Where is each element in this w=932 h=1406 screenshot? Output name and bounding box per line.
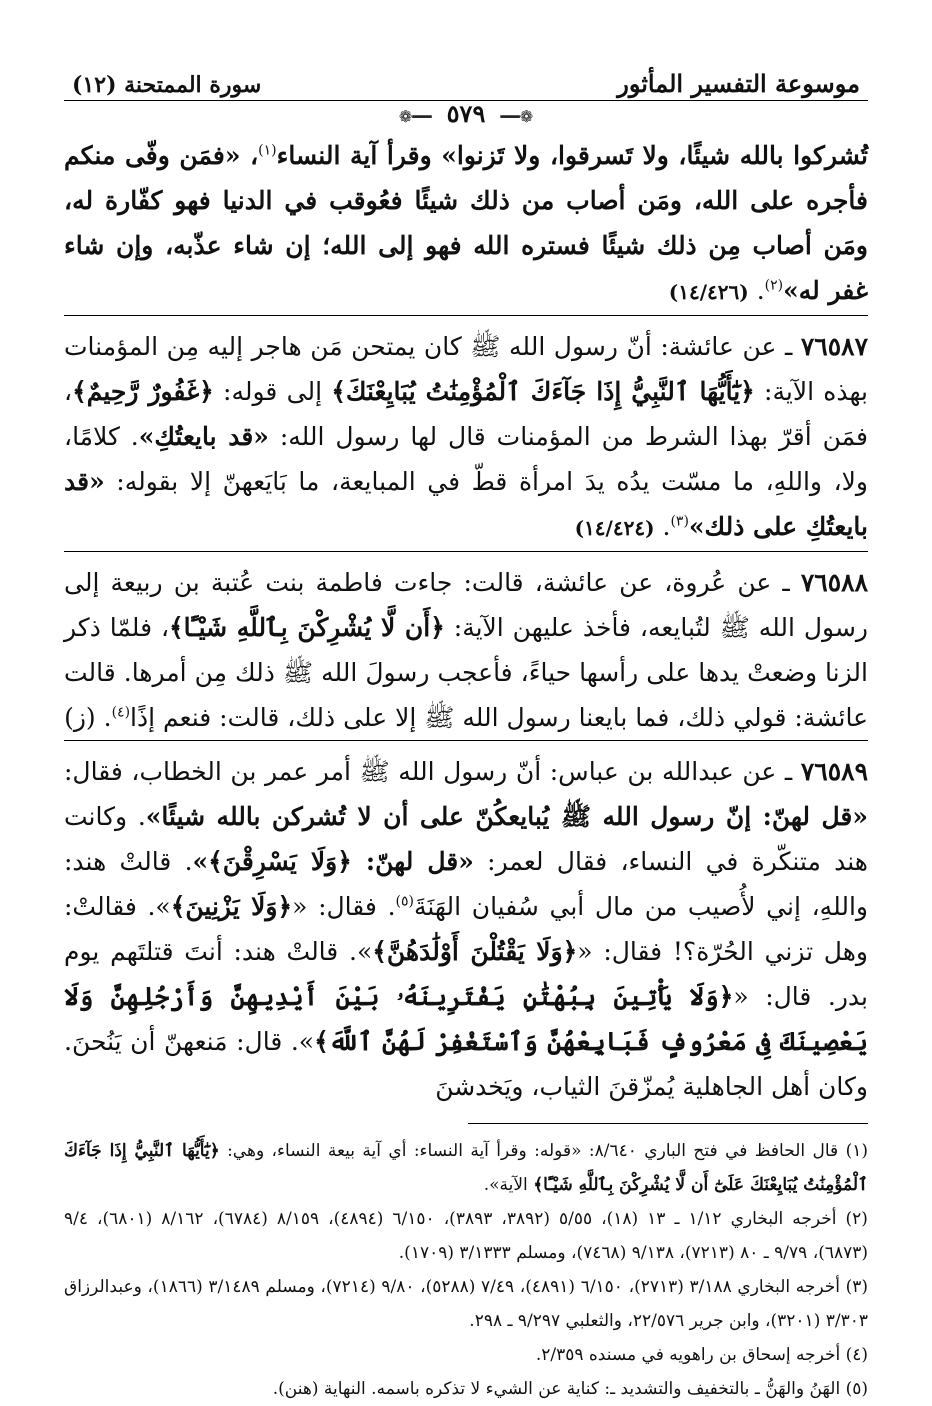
source-reference: (١٤/٤٢٦) xyxy=(668,280,749,304)
footnote-divider xyxy=(468,1123,868,1124)
quran-quote: ﴿يَٰٓأَيُّهَا ٱلنَّبِيُّ إِذَا جَآءَكَ ٱلْمُؤْمِنَٰتُ يُبَايِعْنَكَ﴾ xyxy=(331,377,755,406)
footnote-2: (٢) أخرجه البخاري ١/١٢ ـ ١٣ (١٨)، ٥/٥٥ (٣٨٩٢، ٣٨٩٣)، ٦/١٥٠ (٤٨٩٤)، ٨/١٥٩ (٦٧٨٤)، ٨/١٦٢ (٦٨٠١)، ٩/٤ (٦٨٧٣)، ٩/٧٩ ـ ٨٠ (٧٢١٣)، ٩/١٣٨ (٧٤٦٨)، ومسلم ٣/١٣٣٣ (١٧٠٩). xyxy=(64,1209,868,1263)
ornament-left: ━━❁ xyxy=(398,107,432,126)
entry-number: ٧٦٥٨٧ xyxy=(800,332,868,361)
footnote-5: (٥) الهَنُ والهَنُّ ـ بالتخفيف والتشديد ـ: كناية عن الشيء لا تذكره باسمه. النهاية (هنن). xyxy=(272,1379,868,1399)
prophetic-saying: «قد بايعتُكِ» xyxy=(138,422,269,451)
footnote-4: (٤) أخرجه إسحاق بن راهويه في مسنده ٢/٣٥٩. xyxy=(535,1345,868,1365)
footnotes xyxy=(64,1134,868,1406)
prophetic-saying: «قل لهنّ: إنّ رسول الله ﷺ يُبايعكُنّ على أن لا تُشركن بالله شيئًا» xyxy=(145,802,869,831)
footnote-3: (٣) أخرجه البخاري ٣/١٨٨ (٢٧١٣)، ٦/١٥٠ (٤٨٩١)، ٧/٤٩ (٥٢٨٨)، ٩/٨٠ (٧٢١٤)، ومسلم ٣/١٤٨٩ (١٨٦٦)، وعبدالرزاق ٣/٣٠٣ (٣٢٠١)، وابن جرير ٢٢/٥٧٦، والثعلبي ٩/٢٩٧ ـ ٢٩٨. xyxy=(64,1277,868,1331)
series-title: موسوعة التفسير المأثور xyxy=(617,69,860,98)
prophetic-saying: «قد بايعتُكِ على ذلك» xyxy=(64,467,868,541)
quran-quote: ﴿وَلَا يَزْنِينَ﴾ xyxy=(170,892,293,921)
page-number: ٥٧٩ xyxy=(446,99,486,128)
quran-quote: ﴿وَلَا يَسْرِقْنَ﴾ xyxy=(208,847,352,876)
entry-number: ٧٦٥٨٩ xyxy=(800,757,868,786)
hadith-entry-76588: ٧٦٥٨٨ ـ عن عُروة، عن عائشة، قالت: جاءت فاطمة بنت عُتبة بن ربيعة إلى رسول الله ﷺ لتُبايعه، فأخذ عليهن الآية: ﴿أَن لَّا يُشْرِكْنَ بِٱللَّهِ شَيْـًٔا﴾، فلمّا ذكر الزنا وضعتْ يدها على رأسها حياءً، فأعجب رسولَ الله ﷺ ذلك مِن أمرها. قالت عائشة: قولي ذلك، فما بايعنا رسول الله ﷺ إلا على ذلك، قالت: فنعم إذًا$^{(٤)}$. (ز) xyxy=(64,551,868,740)
quran-quote: ﴿وَلَا يَأْتِينَ بِبُهْتَٰنٍ يَفْتَرِينَهُۥ بَيْنَ أَيْدِيهِنَّ وَأَرْجُلِهِنَّ وَلَا يَعْصِينَكَ فِى مَعْرُوفٍ فَبَايِعْهُنَّ وَٱسْتَغْفِرْ لَهُنَّ ٱللَّهَ﴾ xyxy=(64,982,868,1056)
hadith-entry-76587: ٧٦٥٨٧ ـ عن عائشة: أنّ رسول الله ﷺ كان يمتحن مَن هاجر إليه مِن المؤمنات بهذه الآية: ﴿يَٰٓأَيُّهَا ٱلنَّبِيُّ إِذَا جَآءَكَ ٱلْمُؤْمِنَٰتُ يُبَايِعْنَكَ﴾ إلى قوله: ﴿غَفُورٌ رَّحِيمٌ﴾، فمَن أقرّ بهذا الشرط من المؤمنات قال لها رسول الله: «قد بايعتُكِ». كلامًا، ولا، واللهِ، ما مسّت يدُه يدَ امرأة قطّ في المبايعة، ما بَايَعهنّ إلا بقوله: «قد بايعتُكِ على ذلك»$^{(٣)}$. (١٤/٤٢٤) xyxy=(64,315,868,551)
main-text xyxy=(64,133,868,1109)
footnote-marker: (٥) xyxy=(395,893,414,910)
quran-quote: ﴿غَفُورٌ رَّحِيمٌ﴾ xyxy=(72,377,214,406)
footnote-marker: (٤) xyxy=(111,704,131,721)
footnote-marker: (١) xyxy=(258,142,277,159)
footnote-marker: (٢) xyxy=(764,277,784,294)
quran-quote: ﴿يَٰٓأَيُّهَا ٱلنَّبِيُّ إِذَا جَآءَكَ ٱلْمُؤْمِنَٰتُ يُبَايِعْنَكَ عَلَىٰٓ أَن لَّا يُشْرِكْنَ بِٱللَّهِ شَيْـًٔا﴾ xyxy=(64,1141,868,1195)
quran-quote: ﴿أَن لَّا يُشْرِكْنَ بِٱللَّهِ شَيْـًٔا﴾ xyxy=(169,613,445,642)
paragraph-continued: تُشركوا بالله شيئًا، ولا تَسرقوا، ولا تَزنوا» وقرأ آية النساء$^{(١)}$، «فمَن وفّى منكم فأجره على الله، ومَن أصاب من ذلك شيئًا فعُوقب في الدنيا فهو كفّارة له، ومَن أصاب مِن ذلك شيئًا فستره الله فهو إلى الله؛ إن شاء عذّبه، وإن شاء غفر له»$^{(٢)}$. (١٤/٤٢٦) xyxy=(64,141,869,305)
running-header xyxy=(64,62,868,101)
quran-quote: ﴿وَلَا يَقْتُلْنَ أَوْلَٰدَهُنَّ﴾ xyxy=(372,937,578,966)
footnote-marker: (٣) xyxy=(670,513,689,530)
ornament-right: ❁━━ xyxy=(500,107,534,126)
entry-number: ٧٦٥٨٨ xyxy=(800,568,868,597)
hadith-entry-76589: ٧٦٥٨٩ ـ عن عبدالله بن عباس: أنّ رسول الله ﷺ أمر عمر بن الخطاب، فقال: «قل لهنّ: إنّ رسول الله ﷺ يُبايعكُنّ على أن لا تُشركن بالله شيئًا». وكانت هند متنكّرة في النساء، فقال لعمر: «قل لهنّ: ﴿وَلَا يَسْرِقْنَ﴾». قالتْ هند: واللهِ، إني لأُصيب من مال أبي سُفيان الهَنَةَ$^{(٥)}$. فقال: «﴿وَلَا يَزْنِينَ﴾». فقالتْ: وهل تزني الحُرّة؟! فقال: «﴿وَلَا يَقْتُلْنَ أَوْلَٰدَهُنَّ﴾». قالتْ هند: أنتَ قتلتَهم يوم بدر. قال: «﴿وَلَا يَأْتِينَ بِبُهْتَٰنٍ يَفْتَرِينَهُۥ بَيْنَ أَيْدِيهِنَّ وَأَرْجُلِهِنَّ وَلَا يَعْصِينَكَ فِى مَعْرُوفٍ فَبَايِعْهُنَّ وَٱسْتَغْفِرْ لَهُنَّ ٱللَّهَ﴾». قال: مَنعهنّ أن يَنُحنَ. وكان أهل الجاهلية يُمزّقنَ الثياب، ويَخدشنَ xyxy=(64,740,868,1109)
source-reference: (١٤/٤٢٤) xyxy=(574,516,655,540)
page-number-row xyxy=(64,99,868,133)
surah-title: سورة الممتحنة (١٢) xyxy=(72,72,262,98)
footnote-1: (١) قال الحافظ في فتح الباري ٨/٦٤٠: «قوله: وقرأ آية النساء: أي آية بيعة النساء، وهي: ﴿يَٰٓأَيُّهَا ٱلنَّبِيُّ إِذَا جَآءَكَ ٱلْمُؤْمِنَٰتُ يُبَايِعْنَكَ عَلَىٰٓ أَن لَّا يُشْرِكْنَ بِٱللَّهِ شَيْـًٔا﴾ الآية». xyxy=(64,1141,868,1195)
